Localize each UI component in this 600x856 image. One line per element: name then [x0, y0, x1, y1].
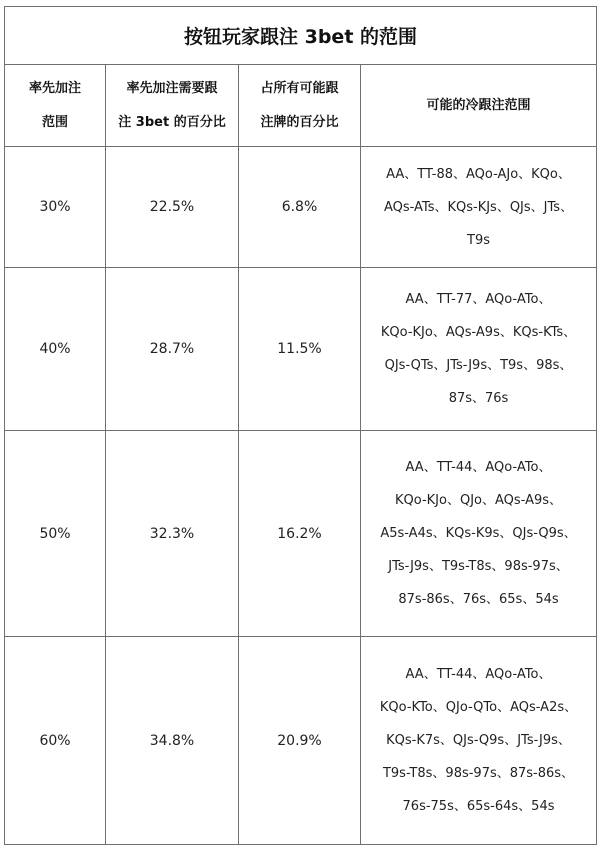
calling-range-table	[4, 6, 597, 845]
open-range-cell: 40%	[5, 268, 106, 431]
table-row	[5, 431, 597, 637]
header-share-pct	[239, 65, 361, 147]
title-row	[5, 7, 597, 65]
range-line: AA、TT-77、AQo-ATo、	[405, 292, 552, 307]
range-line: KQo-KJo、QJo、AQs-A9s、	[395, 493, 563, 508]
share-pct-cell: 6.8%	[239, 147, 361, 268]
cold-call-range-cell	[361, 431, 597, 637]
open-range-cell: 30%	[5, 147, 106, 268]
range-line: KQo-KJo、AQs-A9s、KQs-KTs、	[380, 325, 577, 340]
header-row	[5, 65, 597, 147]
range-line: 76s-75s、65s-64s、54s	[402, 799, 555, 814]
header-line: 占所有可能跟	[260, 80, 339, 96]
header-call-3bet-pct	[106, 65, 239, 147]
open-range-cell: 50%	[5, 431, 106, 637]
cold-call-range-cell	[361, 268, 597, 431]
range-line: 87s-86s、76s、65s、54s	[398, 592, 559, 607]
table-row	[5, 637, 597, 845]
open-range-cell: 60%	[5, 637, 106, 845]
call-3bet-pct-cell: 28.7%	[106, 268, 239, 431]
header-line: 注 3bet 的百分比	[118, 114, 226, 130]
range-line: A5s-A4s、KQs-K9s、QJs-Q9s、	[380, 526, 577, 541]
range-line: KQs-K7s、QJs-Q9s、JTs-J9s、	[386, 733, 571, 748]
range-line: 87s、76s	[448, 391, 509, 406]
range-line: T9s	[467, 232, 491, 248]
header-open-range	[5, 65, 106, 147]
call-3bet-pct-cell: 22.5%	[106, 147, 239, 268]
range-line: AA、TT-88、AQo-AJo、KQo、	[386, 166, 571, 182]
table-row	[5, 147, 597, 268]
header-line: 可能的冷跟注范围	[426, 97, 531, 113]
header-line: 率先加注需要跟	[126, 80, 218, 96]
range-line: T9s-T8s、98s-97s、87s-86s、	[382, 766, 575, 781]
cold-call-range-cell	[361, 147, 597, 268]
share-pct-cell: 16.2%	[239, 431, 361, 637]
call-3bet-pct-cell: 32.3%	[106, 431, 239, 637]
range-line: AA、TT-44、AQo-ATo、	[405, 460, 552, 475]
table-row	[5, 268, 597, 431]
range-line: AA、TT-44、AQo-ATo、	[405, 667, 552, 682]
cold-call-range-cell	[361, 637, 597, 845]
range-line: AQs-ATs、KQs-KJs、QJs、JTs、	[383, 199, 574, 215]
range-line: QJs-QTs、JTs-J9s、T9s、98s、	[384, 358, 573, 373]
share-pct-cell: 11.5%	[239, 268, 361, 431]
table-title: 按钮玩家跟注 3bet 的范围	[5, 7, 597, 65]
header-cold-call-range	[361, 65, 597, 147]
header-line: 注牌的百分比	[260, 114, 339, 130]
header-line: 范围	[41, 114, 68, 130]
header-line: 率先加注	[28, 80, 81, 96]
range-line: JTs-J9s、T9s-T8s、98s-97s、	[388, 559, 569, 574]
call-3bet-pct-cell: 34.8%	[106, 637, 239, 845]
range-line: KQo-KTo、QJo-QTo、AQs-A2s、	[379, 700, 578, 715]
share-pct-cell: 20.9%	[239, 637, 361, 845]
